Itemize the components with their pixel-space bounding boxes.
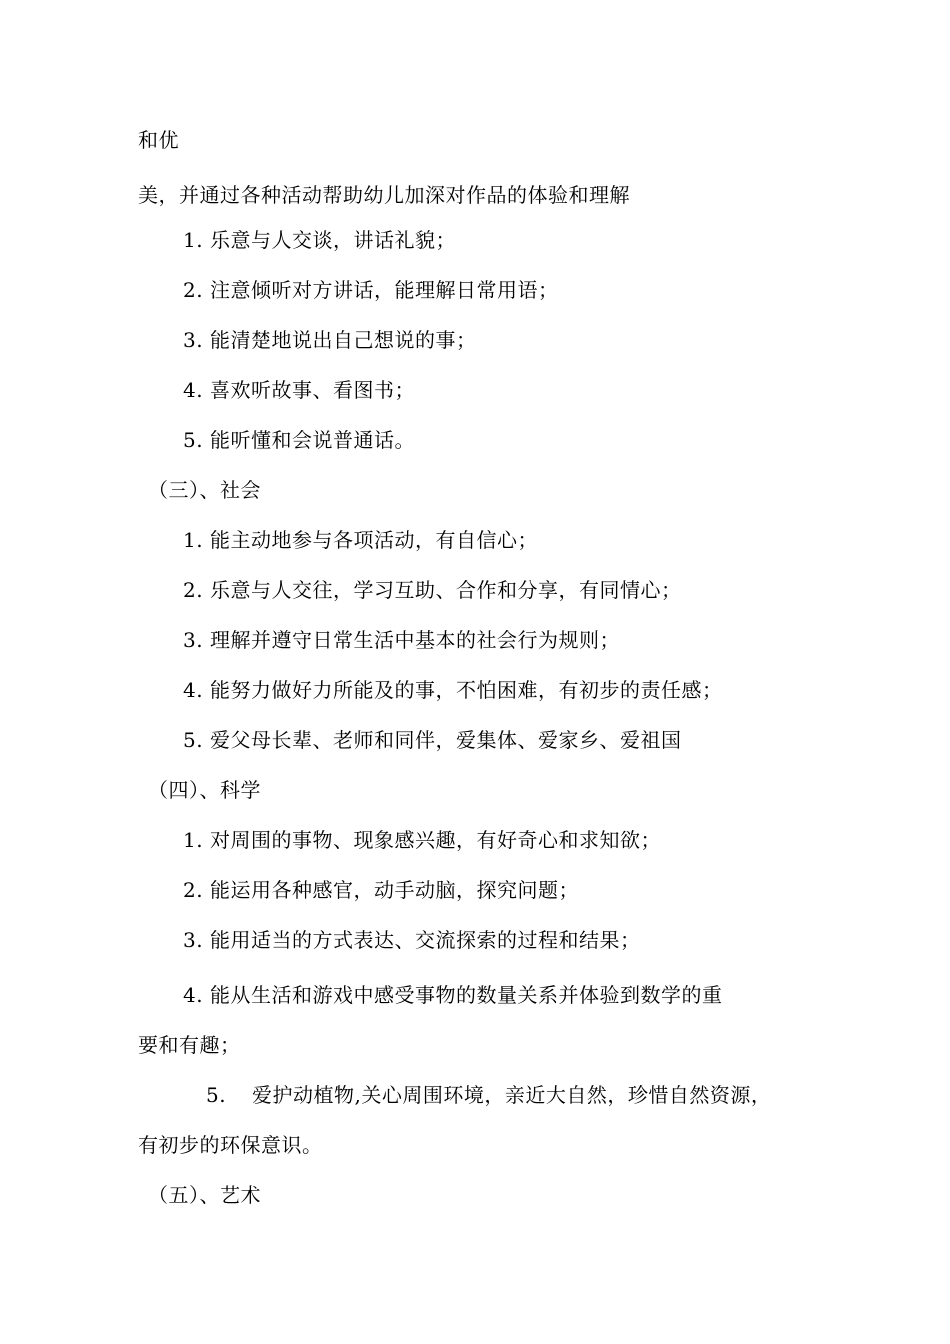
science-item-5: 爱护动植物,关心周围环境，亲近大自然，珍惜自然资源， (252, 1083, 772, 1107)
science-item-2: 2. 能运用各种感官，动手动脑，探究问题； (183, 878, 579, 902)
social-item-2: 2. 乐意与人交往，学习互助、合作和分享，有同情心； (183, 578, 682, 602)
section-heading-social: （三）、社会 (148, 478, 261, 502)
social-item-4: 4. 能努力做好力所能及的事，不怕困难，有初步的责任感； (183, 678, 723, 702)
science-item-1: 1. 对周围的事物、现象感兴趣，有好奇心和求知欲； (183, 828, 661, 852)
social-item-3: 3. 理解并遵守日常生活中基本的社会行为规则； (183, 628, 620, 652)
section-heading-science: （四）、科学 (148, 778, 261, 802)
language-item-5: 5. 能听懂和会说普通话。 (183, 428, 415, 452)
language-item-3: 3. 能清楚地说出自己想说的事； (183, 328, 477, 352)
science-item-4-continuation: 要和有趣； (138, 1033, 241, 1057)
social-item-5: 5. 爱父母长辈、老师和同伴，爱集体、爱家乡、爱祖国 (183, 728, 682, 752)
section-heading-art: （五）、艺术 (148, 1183, 261, 1207)
language-item-1: 1. 乐意与人交谈，讲话礼貌； (183, 228, 456, 252)
paragraph-line: 美，并通过各种活动帮助幼儿加深对作品的体验和理解 (138, 183, 630, 207)
science-item-4: 4. 能从生活和游戏中感受事物的数量关系并体验到数学的重 (183, 983, 723, 1007)
paragraph-fragment: 和优 (138, 128, 179, 152)
science-item-5-continuation: 有初步的环保意识。 (138, 1133, 323, 1157)
language-item-4: 4. 喜欢听故事、看图书； (183, 378, 415, 402)
language-item-2: 2. 注意倾听对方讲话，能理解日常用语； (183, 278, 559, 302)
social-item-1: 1. 能主动地参与各项活动，有自信心； (183, 528, 538, 552)
science-item-3: 3. 能用适当的方式表达、交流探索的过程和结果； (183, 928, 641, 952)
science-item-5-number: 5. (206, 1083, 227, 1107)
